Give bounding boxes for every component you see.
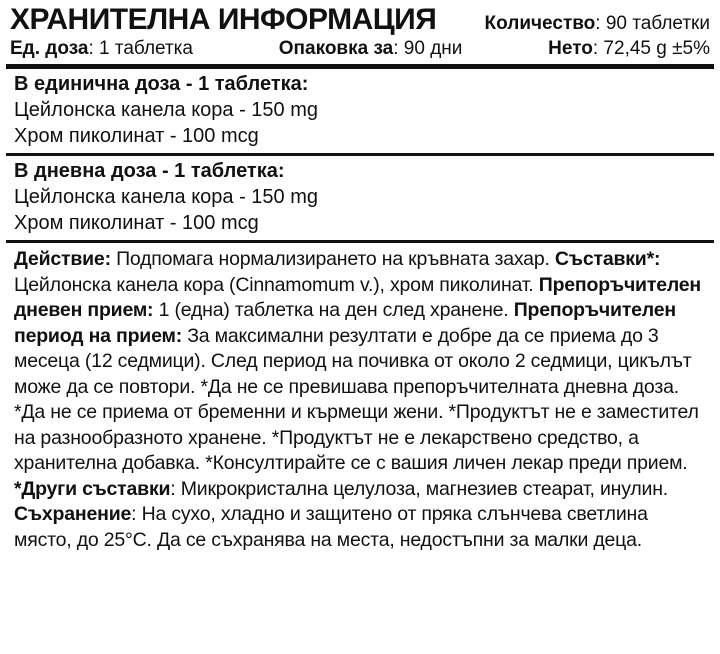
unit-dose-item: Цейлонска канела кора - 150 mg [14,99,319,121]
unit-dose-heading: В единична доза - 1 таблетка: [14,73,309,95]
net-value: : 72,45 g ±5% [592,38,710,59]
package-label: Опаковка за [278,38,394,59]
unit-dose [10,38,193,60]
header-row-1 [10,2,710,38]
net-weight [548,38,710,60]
label-header [0,0,720,60]
daily-dose-section [0,156,720,240]
other-ingredients-text: : Микрокристална целулоза, магнезиев стеарат, инулин. [170,477,669,500]
unit-dose-label: Ед. доза [10,38,89,59]
unit-dose-section [0,69,720,153]
action-text: Подпомага нормализирането на кръвната захар. [110,248,555,270]
period-text: За максимални резултати е добре да се приема до 3 месеца (12 седмици). След период на почивка от около 2 седмици, цикълът може да се повтори. *Да не се превишава препоръчителната дневна доза. *Да не се приема от бременни и кърмещи жени. *Продуктът не е заместител на разнообразното хранене. *Продуктът не е лекарствено средство, а хранителна добавка. *Консултирайте се с вашия личен лекар преди прием. [14,324,699,474]
quantity [485,13,710,35]
quantity-label: Количество [484,13,596,34]
daily-dose-heading: В дневна доза - 1 таблетка: [14,160,285,182]
unit-dose-value: : 1 таблетка [88,38,193,59]
action-label: Действие: [14,248,111,270]
daily-intake-label: Препоръчителен дневен прием: [14,273,701,321]
label-title: ХРАНИТЕЛНА ИНФОРМАЦИЯ [10,3,437,36]
ingredients-label: Съставки*: [554,248,661,270]
product-description [0,243,720,553]
net-label: Нето [548,38,593,59]
period-label: Препоръчителен период на прием: [14,299,676,347]
header-row-2 [10,38,710,60]
daily-dose-item: Хром пиколинат - 100 mcg [14,212,259,234]
other-ingredients-label: *Други съставки [14,477,171,500]
package-duration [279,38,463,60]
quantity-value: : 90 таблетки [595,13,710,34]
storage-label: Съхранение [14,503,132,525]
daily-intake-text: 1 (една) таблетка на ден след хранене. [153,299,514,321]
unit-dose-item: Хром пиколинат - 100 mcg [14,125,259,147]
ingredients-text: Цейлонска канела кора (Cinnamomum v.), хром пиколинат. [14,273,539,296]
daily-dose-item: Цейлонска канела кора - 150 mg [14,186,319,208]
package-value: : 90 дни [393,38,463,59]
storage-text: : На сухо, хладно и защитено от пряка слънчева светлина място, до 25°С. Да се съхранява на места, недостъпни за малки деца. [14,503,648,551]
